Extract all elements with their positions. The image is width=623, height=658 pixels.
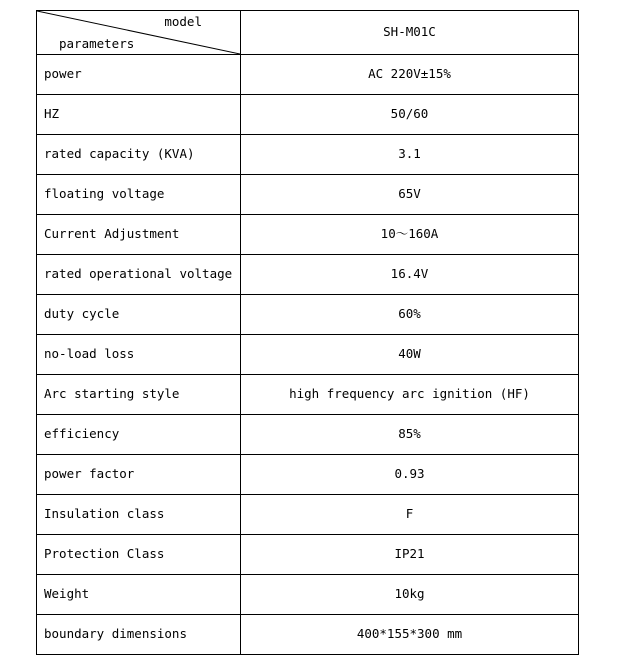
param-cell: Weight: [37, 575, 241, 615]
param-cell: rated operational voltage: [37, 255, 241, 295]
table-row: [37, 295, 579, 335]
value-cell: 60%: [241, 295, 579, 335]
param-cell: Arc starting style: [37, 375, 241, 415]
value-cell: IP21: [241, 535, 579, 575]
table-row: [37, 415, 579, 455]
value-cell: 65V: [241, 175, 579, 215]
param-cell: floating voltage: [37, 175, 241, 215]
header-row: [37, 11, 579, 55]
table-row: [37, 535, 579, 575]
table-row: [37, 455, 579, 495]
value-cell: high frequency arc ignition (HF): [241, 375, 579, 415]
param-cell: Current Adjustment: [37, 215, 241, 255]
table-row: [37, 175, 579, 215]
value-cell: F: [241, 495, 579, 535]
header-corner-cell: [37, 11, 241, 55]
table-row: [37, 95, 579, 135]
param-cell: no-load loss: [37, 335, 241, 375]
header-model-value: SH-M01C: [241, 11, 579, 55]
table-row: [37, 375, 579, 415]
param-cell: efficiency: [37, 415, 241, 455]
value-cell: 0.93: [241, 455, 579, 495]
value-cell: 10～160A: [241, 215, 579, 255]
param-cell: power factor: [37, 455, 241, 495]
header-model-label: model: [164, 14, 202, 29]
spec-table: [36, 10, 579, 655]
table-row: [37, 135, 579, 175]
param-cell: power: [37, 55, 241, 95]
value-cell: 85%: [241, 415, 579, 455]
value-cell: 400*155*300 mm: [241, 615, 579, 655]
table-row: [37, 575, 579, 615]
table-row: [37, 495, 579, 535]
table-row: [37, 215, 579, 255]
value-cell: AC 220V±15%: [241, 55, 579, 95]
table-row: [37, 55, 579, 95]
param-cell: duty cycle: [37, 295, 241, 335]
param-cell: rated capacity (KVA): [37, 135, 241, 175]
table-row: [37, 255, 579, 295]
table-row: [37, 615, 579, 655]
value-cell: 50/60: [241, 95, 579, 135]
value-cell: 40W: [241, 335, 579, 375]
param-cell: Protection Class: [37, 535, 241, 575]
header-parameters-label: parameters: [59, 35, 135, 51]
table-row: [37, 335, 579, 375]
value-cell: 10kg: [241, 575, 579, 615]
param-cell: HZ: [37, 95, 241, 135]
param-cell: boundary dimensions: [37, 615, 241, 655]
param-cell: Insulation class: [37, 495, 241, 535]
value-cell: 3.1: [241, 135, 579, 175]
value-cell: 16.4V: [241, 255, 579, 295]
